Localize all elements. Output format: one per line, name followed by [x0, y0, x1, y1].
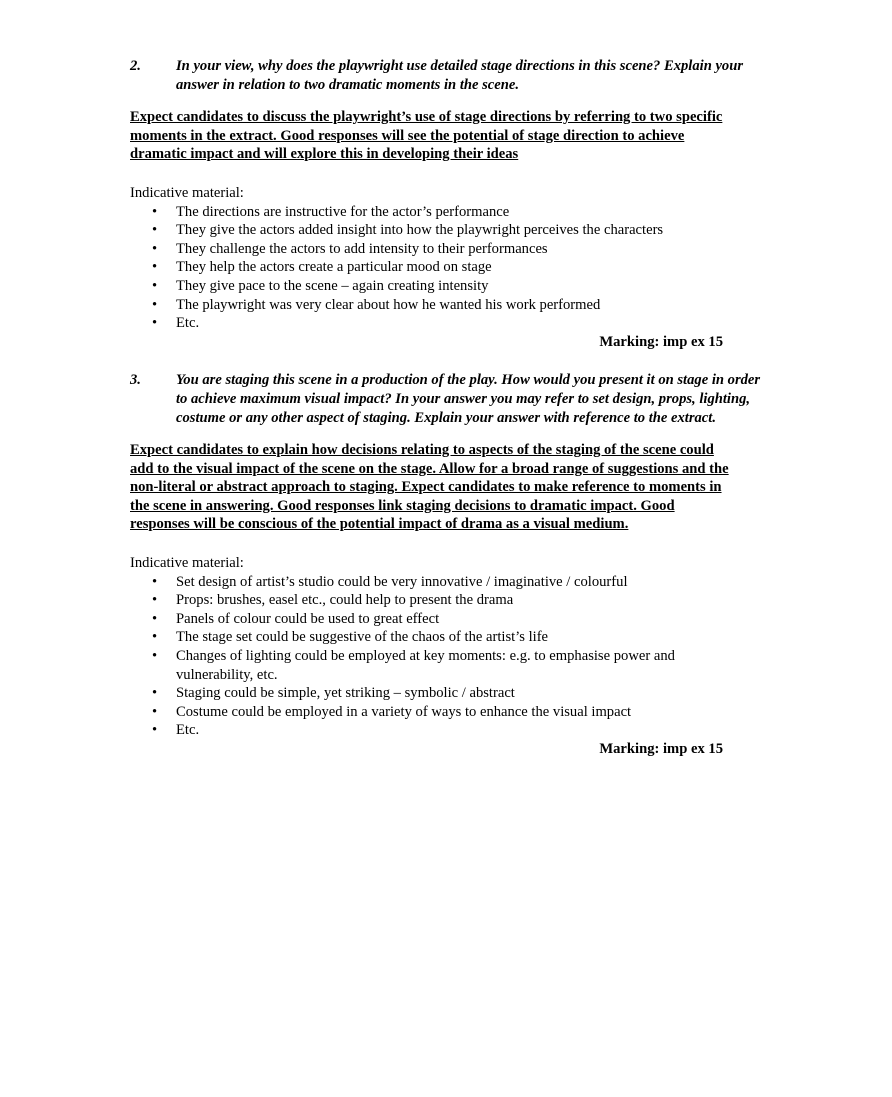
list-item: • Etc. [152, 315, 200, 332]
bullet-icon: • [152, 610, 158, 627]
list-item: • The stage set could be suggestive of the chaos of the artist’s life [152, 629, 549, 646]
bullet-icon: • [152, 722, 158, 739]
question-3 [130, 371, 770, 427]
list-item: • Props: brushes, easel etc., could help to present the drama [152, 592, 514, 609]
marking-allocation: Marking: imp ex 15 [599, 741, 723, 757]
bullet-icon: • [152, 259, 158, 276]
bullet-icon: • [152, 315, 158, 332]
bullet-icon: • [152, 648, 158, 665]
bullet-icon: • [152, 703, 158, 720]
bullet-icon: • [152, 240, 158, 257]
question-number: 2. [130, 58, 141, 74]
examiner-guidance: Expect candidates to discuss the playwright’s use of stage directions by referring to two specific moments in the extract. Good responses will see the potential of stage direction to achieve dramatic impact and will explore this in developing their ideas [130, 109, 723, 163]
bullet-icon: • [152, 222, 158, 239]
bullet-icon: • [152, 277, 158, 294]
list-item: • They give the actors added insight into how the playwright perceives the characters [152, 222, 664, 239]
bullet-icon: • [152, 629, 158, 646]
question-number: 3. [130, 372, 141, 389]
indicative-material-list [130, 203, 770, 333]
bullet-icon: • [152, 685, 158, 702]
list-item: • Changes of lighting could be employed at key moments: e.g. to emphasise power and vulnerability, etc. [152, 648, 675, 683]
list-item: • The directions are instructive for the actor’s performance [152, 203, 510, 220]
indicative-material-label: Indicative material: [130, 184, 244, 201]
bullet-icon: • [152, 592, 158, 609]
question-text: In your view, why does the playwright use detailed stage directions in this scene? Explain your answer in relation to two dramatic moments in the scene. [176, 58, 744, 93]
list-item: • Panels of colour could be used to great effect [152, 610, 440, 627]
list-item: • Costume could be employed in a variety of ways to enhance the visual impact [152, 703, 632, 720]
examiner-guidance: Expect candidates to explain how decisions relating to aspects of the staging of the scene could add to the visual impact of the scene on the stage. Allow for a broad range of suggestions and the non-literal or abstract approach to staging. Expect candidates to make reference to moments in the scene in answering. Good responses link staging decisions to dramatic impact. Good responses will be conscious of the potential impact of drama as a visual medium. [130, 442, 729, 533]
marking-allocation: Marking: imp ex 15 [599, 333, 723, 350]
question-text: You are staging this scene in a production of the play. How would you present it on stage in order to achieve maximum visual impact? In your answer you may refer to set design, props, lighting, costume or any other aspect of staging. Explain your answer with reference to the extract. [176, 372, 761, 426]
list-item: • Set design of artist’s studio could be very innovative / imaginative / colourful [152, 573, 628, 590]
indicative-material-list [130, 573, 720, 740]
list-item: • They challenge the actors to add intensity to their performances [152, 240, 548, 257]
question-2 [130, 57, 770, 94]
bullet-icon: • [152, 296, 158, 313]
list-item: • Etc. [152, 722, 200, 739]
list-item: • They give pace to the scene – again creating intensity [152, 277, 489, 294]
list-item: • Staging could be simple, yet striking – symbolic / abstract [152, 685, 515, 702]
indicative-material-label: Indicative material: [130, 555, 244, 572]
list-item: • The playwright was very clear about how he wanted his work performed [152, 296, 601, 313]
marking-scheme-page [130, 57, 770, 759]
bullet-icon: • [152, 203, 158, 220]
bullet-icon: • [152, 573, 158, 590]
list-item: • They help the actors create a particular mood on stage [152, 259, 492, 276]
